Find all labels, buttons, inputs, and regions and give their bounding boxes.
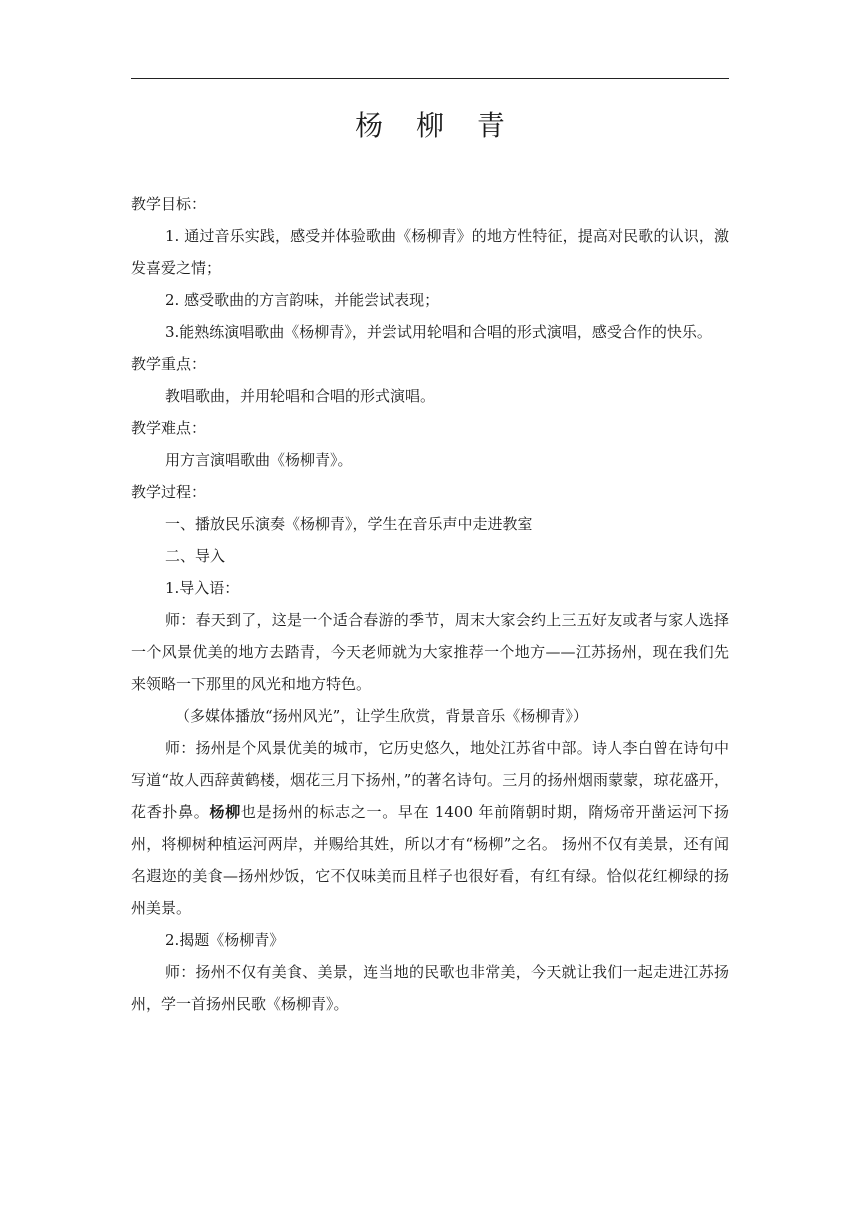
difficulty: 用方言演唱歌曲《杨柳青》。 xyxy=(165,451,353,469)
objective-3: 3.能熟练演唱歌曲《杨柳青》，并尝试用轮唱和合唱的形式演唱，感受合作的快乐。 xyxy=(165,323,712,341)
header-rule xyxy=(131,78,729,79)
yangliu-bold: 杨柳 xyxy=(209,803,241,821)
process-step-2: 二、导入 xyxy=(165,547,226,565)
objective-2: 2. 感受歌曲的方言韵味，并能尝试表现； xyxy=(165,291,440,309)
document-page xyxy=(131,0,729,1216)
heading-process: 教学过程： xyxy=(131,483,207,501)
intro-paragraph: 师：春天到了，这是一个适合春游的季节，周末大家会约上三五好友或者与家人选择一个风景优美的地方去踏青，今天老师就为大家推荐一个地方——江苏扬州，现在我们先来领略一下那里的风光和地方特色。 xyxy=(131,611,729,693)
document-title: 杨 柳 青 xyxy=(355,109,517,142)
objective-1: 1. 通过音乐实践，感受并体验歌曲《杨柳青》的地方性特征，提高对民歌的认识，激发喜爱之情； xyxy=(131,227,729,277)
reveal-title-label: 2.揭题《杨柳青》 xyxy=(165,931,285,949)
closing-paragraph: 师：扬州不仅有美食、美景，连当地的民歌也非常美，今天就让我们一起走进江苏扬州，学一首扬州民歌《杨柳青》。 xyxy=(131,963,729,1013)
heading-key-points: 教学重点： xyxy=(131,355,207,373)
heading-difficulties: 教学难点： xyxy=(131,419,207,437)
multimedia-note: （多媒体播放“扬州风光”，让学生欣赏，背景音乐《杨柳青》） xyxy=(175,707,588,725)
yangzhou-text-before: 师：扬州是个风景优美的城市，它历史悠久，地处江苏省中部。诗人李白曾在诗句中写道“故人西辞黄鹤楼，烟花三月下扬州，”的著名诗句。三月的扬州烟雨蒙蒙，琼花盛开，花香扑鼻。 xyxy=(131,739,729,821)
document-body xyxy=(131,188,729,1020)
process-step-1: 一、播放民乐演奏《杨柳青》，学生在音乐声中走进教室 xyxy=(165,515,533,533)
heading-objectives: 教学目标： xyxy=(131,195,207,213)
yangzhou-paragraph xyxy=(131,732,729,924)
intro-label: 1.导入语： xyxy=(165,579,240,597)
yangzhou-text-after: 也是扬州的标志之一。早在 1400 年前隋朝时期，隋炀帝开凿运河下扬州，将柳树种植运河两岸，并赐给其姓，所以才有“杨柳”之名。 扬州不仅有美景，还有闻名遐迩的美食—扬州炒饭，它不仅味美而且样子也很好看，有红有绿。恰似花红柳绿的扬州美景。 xyxy=(131,803,729,917)
key-point: 教唱歌曲，并用轮唱和合唱的形式演唱。 xyxy=(165,387,436,405)
